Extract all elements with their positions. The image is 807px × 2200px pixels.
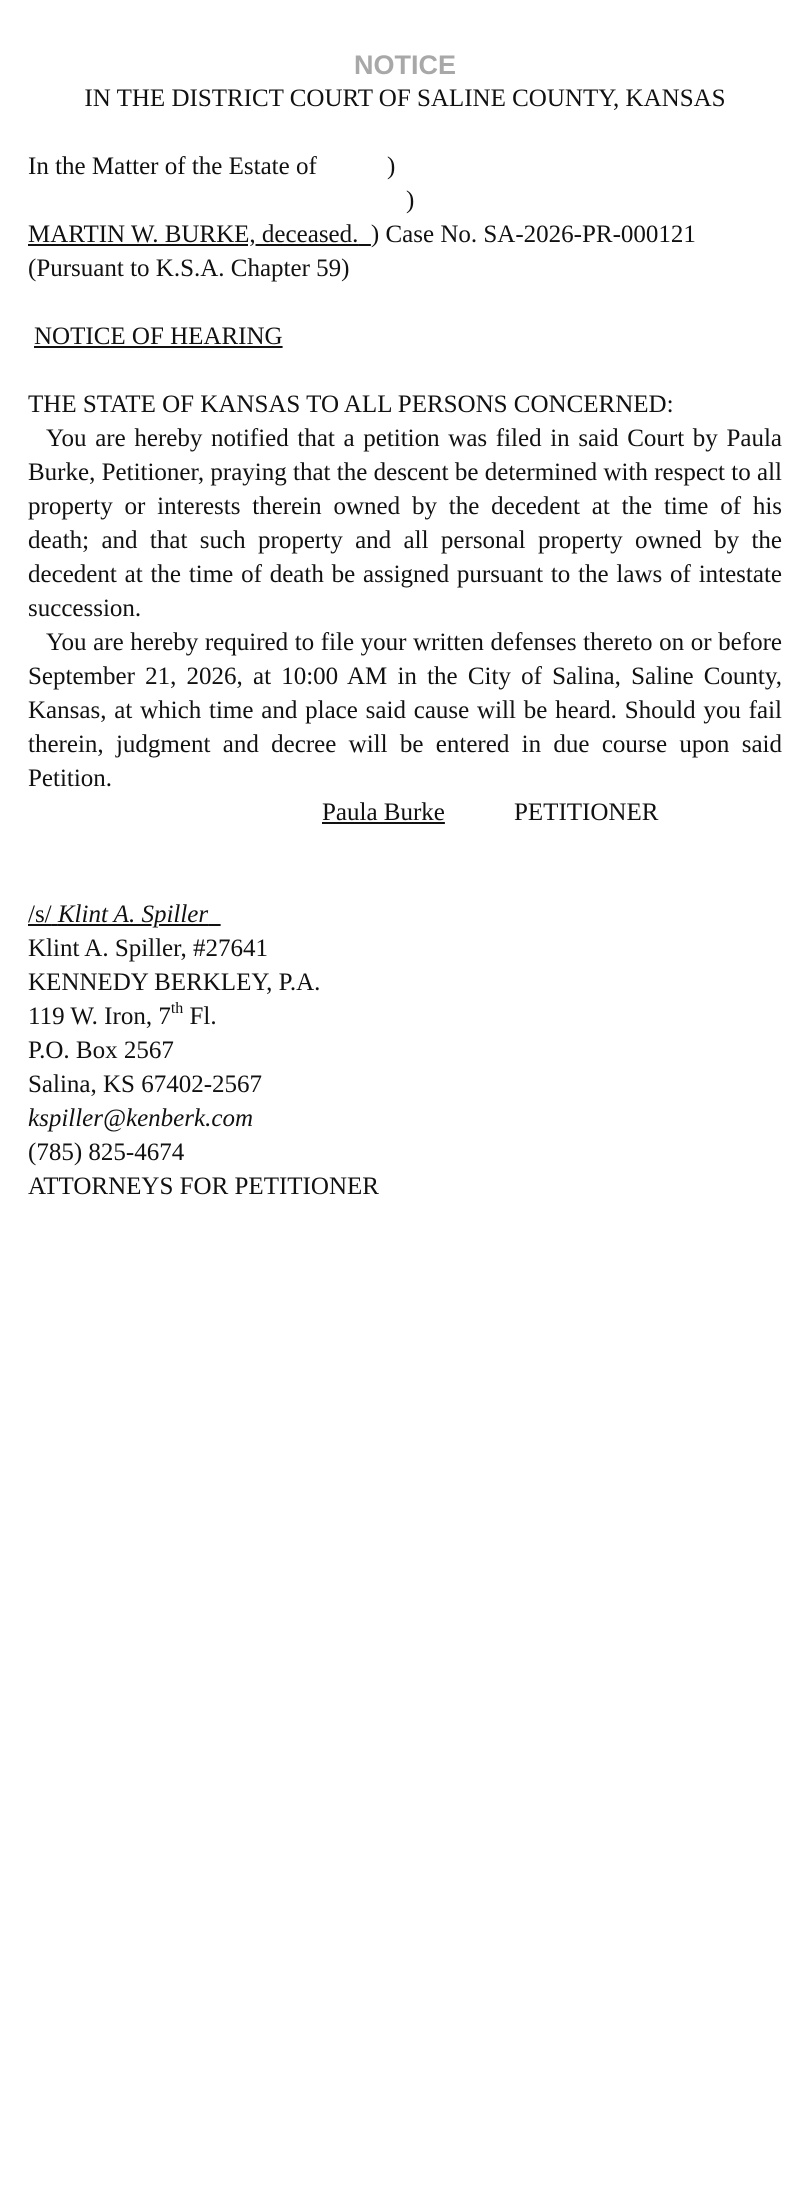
decedent-underline-tail (358, 221, 371, 248)
decedent-name: MARTIN W. BURKE, deceased. (28, 221, 359, 248)
spacer-line (28, 184, 782, 218)
signature-underline-tail (208, 901, 221, 928)
defenses-paragraph: You are hereby required to file your written defenses thereto on or before September 21, 2026, at 10:00 AM in the City of Salina, Saline County, Kansas, at which time and place said cause will be heard. Should you fail therein, judgment and decree will be entered in due course upon said Petition. (28, 629, 782, 792)
caption-paren-2: ) (406, 187, 415, 214)
notice-of-hearing-text: NOTICE OF HEARING (34, 323, 283, 350)
decedent-line (28, 218, 782, 252)
petitioner-signature-line (28, 796, 782, 830)
street-address (28, 1000, 782, 1034)
signature-name: Klint A. Spiller (57, 901, 209, 928)
attorney-block (28, 898, 782, 1204)
notice-label: NOTICE (353, 50, 456, 80)
attorney-email: kspiller@kenberk.com (28, 1105, 253, 1132)
notice-document (28, 48, 782, 1204)
po-box: P.O. Box 2567 (28, 1037, 174, 1064)
to-all-persons: THE STATE OF KANSAS TO ALL PERSONS CONCERNED: (28, 391, 674, 418)
law-firm: KENNEDY BERKLEY, P.A. (28, 969, 321, 996)
petitioner-role: PETITIONER (514, 799, 659, 826)
caption-paren-1: ) (387, 153, 396, 180)
case-number: ) Case No. SA-2026-PR-000121 (370, 221, 696, 248)
street-address-floor: Fl. (183, 1003, 217, 1030)
city-state-zip: Salina, KS 67402-2567 (28, 1071, 263, 1098)
matter-of-line (28, 150, 782, 184)
street-address-main: 119 W. Iron, 7 (28, 1003, 171, 1030)
petition-paragraph: You are hereby notified that a petition was filed in said Court by Paula Burke, Petitioner, praying that the descent be determined with respect to all property or interests therein owned by the decedent at the time of his death; and that such property and all personal property owned by the decedent at the time of death be assigned pursuant to the laws of intestate succession. (28, 425, 782, 622)
case-caption (28, 150, 782, 286)
court-heading: IN THE DISTRICT COURT OF SALINE COUNTY, KANSAS (84, 85, 726, 112)
pursuant-line: (Pursuant to K.S.A. Chapter 59) (28, 255, 350, 282)
matter-of-text: In the Matter of the Estate of (28, 153, 317, 180)
notice-of-hearing-heading (28, 320, 782, 354)
attorney-phone: (785) 825-4674 (28, 1139, 185, 1166)
petitioner-name: Paula Burke (322, 799, 445, 826)
floor-superscript: th (170, 1000, 184, 1017)
attorneys-for-petitioner: ATTORNEYS FOR PETITIONER (28, 1173, 379, 1200)
signature-prefix: /s/ (28, 901, 52, 928)
attorney-signature (28, 898, 782, 932)
attorney-name-number: Klint A. Spiller, #27641 (28, 935, 268, 962)
